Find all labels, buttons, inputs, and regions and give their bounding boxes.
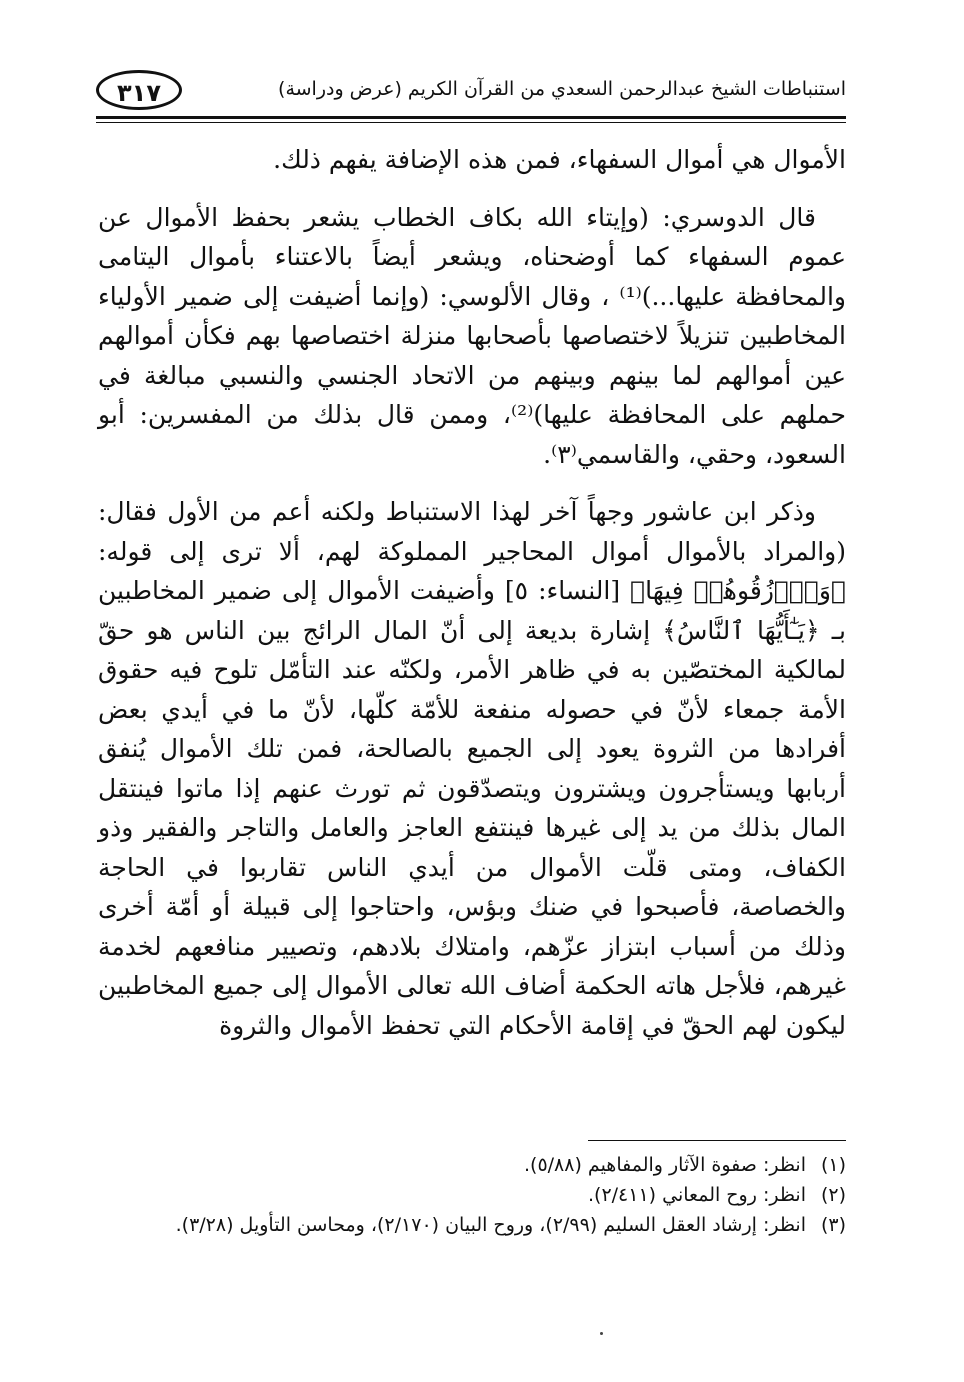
main-text — [98, 140, 846, 1045]
footnote-separator — [588, 1140, 846, 1141]
footnote-number: (٢) — [820, 1184, 846, 1206]
footnote-text: انظر: إرشاد العقل السليم (٢/٩٩)، وروح البيان (٢/١٧٠)، ومحاسن التأويل (٣/٢٨). — [175, 1214, 806, 1236]
footnote-2 — [98, 1180, 846, 1210]
header-rule-thin — [96, 122, 846, 123]
footnote-text: انظر: روح المعاني (٢/٤١١). — [587, 1184, 806, 1206]
footnote-number: (٣) — [820, 1214, 846, 1236]
footnotes — [98, 1150, 846, 1240]
paragraph-2: قال الدوسري: (وإيتاء الله بكاف الخطاب يشعر بحفظ الأموال عن عموم السفهاء كما أوضحناه، ويشعر أيضاً بالاعتناء بأموال اليتامى والمحافظة عليها...)⁽¹⁾ ، وقال الألوسي: (وإنما أضيفت إلى ضمير الأولياء المخاطبين تنزيلاً لاختصاصها بأصحابها منزلة اختصاصها بهم فكأن أموالهم عين أموالهم لما بينهم وبينهم من الاتحاد الجنسي والنسبي مبالغة في حملهم على المحافظة عليها)⁽²⁾، وممن قال بذلك من المفسرين: أبو السعود، وحقي، والقاسمي⁽٣⁾. — [98, 202, 847, 469]
footnote-text: انظر: صفوة الآثار والمفاهيم (٥/٨٨). — [523, 1154, 806, 1176]
paragraph-3: وذكر ابن عاشور وجهاً آخر لهذا الاستنباط ولكنه أعم من الأول فقال: (والمراد بالأموال أموال المحاجير المملوكة لهم، ألا ترى إلى قوله: ﴿وَٱرۡزُقُوهُمۡ فِيهَا﴾ [النساء: ٥] وأضيفت الأموال إلى ضمير المخاطبين بـ ﴿يَـٰٓأَيُّهَا ٱلنَّاسُ﴾ إشارة بديعة إلى أنّ المال الرائج بين الناس هو حقّ لمالكية المختصّين به في ظاهر الأمر، ولكنّه عند التأمّل تلوح فيه حقوق الأمة جمعاء لأنّ في حصوله منفعة للأمّة كلّها، لأنّ ما في أيدي بعض أفرادها من الثروة يعود إلى الجميع بالصالحة، فمن تلك الأموال يُنفق أربابها ويستأجرون ويشترون ويتصدّقون ثم تورث عنهم إذا ماتوا فينتقل المال بذلك من يد إلى غيرها فينتفع العاجز والعامل والتاجر والفقير وذو الكفاف، ومتى قلّت الأموال من أيدي الناس تقاربوا في الحاجة والخصاصة، فأصبحوا في ضنك وبؤس، واحتاجوا إلى قبيلة أو أمّة أخرى وذلك من أسباب ابتزاز عزّهم، وامتلاك بلادهم، وتصيير منافعهم لخدمة غيرهم، فلأجل هاته الحكمة أضاف الله تعالى الأموال إلى جميع المخاطبين ليكون لهم الحقّ في إقامة الأحكام التي تحفظ الأموال والثروة — [98, 497, 846, 1040]
page-number: ٣١٧ — [96, 70, 182, 110]
footnote-1 — [98, 1150, 846, 1180]
page-header — [96, 70, 846, 114]
running-title: استنباطات الشيخ عبدالرحمن السعدي من القرآن الكريم (عرض ودراسة) — [278, 78, 846, 100]
paragraph-1: الأموال هي أموال السفهاء، فمن هذه الإضافة يفهم ذلك. — [273, 145, 846, 174]
scan-speck — [600, 1332, 603, 1335]
header-rule-thick — [96, 116, 846, 119]
footnote-3 — [98, 1210, 846, 1240]
footnote-number: (١) — [820, 1154, 846, 1176]
